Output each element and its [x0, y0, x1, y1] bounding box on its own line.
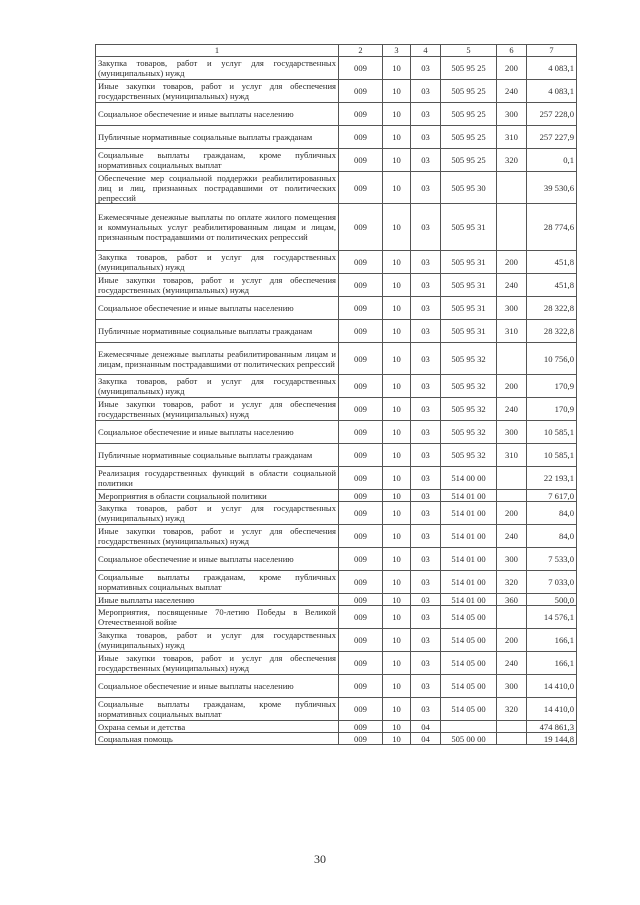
cell-name: Социальные выплаты гражданам, кроме публичных нормативных социальных выплат — [96, 571, 339, 594]
cell-code-5: 514 05 00 — [441, 652, 497, 675]
cell-code-5: 505 95 31 — [441, 297, 497, 320]
cell-code-5: 505 95 32 — [441, 375, 497, 398]
cell-code-2: 009 — [339, 149, 383, 172]
cell-code-3: 10 — [383, 502, 411, 525]
cell-code-2: 009 — [339, 721, 383, 733]
table-row — [96, 675, 577, 698]
cell-code-2: 009 — [339, 733, 383, 745]
cell-code-2: 009 — [339, 343, 383, 375]
cell-code-2: 009 — [339, 594, 383, 606]
cell-name: Закупка товаров, работ и услуг для государственных (муниципальных) нужд — [96, 57, 339, 80]
table-row — [96, 629, 577, 652]
cell-code-2: 009 — [339, 698, 383, 721]
cell-code-2: 009 — [339, 80, 383, 103]
cell-code-4: 03 — [411, 525, 441, 548]
cell-code-2: 009 — [339, 548, 383, 571]
cell-name: Публичные нормативные социальные выплаты гражданам — [96, 444, 339, 467]
cell-amount: 474 861,3 — [527, 721, 577, 733]
table-row — [96, 126, 577, 149]
column-header-7: 7 — [527, 45, 577, 57]
table-row — [96, 721, 577, 733]
cell-code-5: 505 95 25 — [441, 149, 497, 172]
cell-code-4: 03 — [411, 502, 441, 525]
cell-code-6 — [497, 204, 527, 251]
cell-name: Иные закупки товаров, работ и услуг для обеспечения государственных (муниципальных) нужд — [96, 525, 339, 548]
cell-code-4: 03 — [411, 274, 441, 297]
cell-code-5: 505 95 32 — [441, 343, 497, 375]
cell-code-6: 310 — [497, 126, 527, 149]
cell-code-3: 10 — [383, 57, 411, 80]
cell-code-3: 10 — [383, 721, 411, 733]
cell-amount: 166,1 — [527, 629, 577, 652]
cell-code-4: 03 — [411, 149, 441, 172]
cell-code-6: 300 — [497, 297, 527, 320]
cell-code-3: 10 — [383, 548, 411, 571]
table-row — [96, 204, 577, 251]
column-header-6: 6 — [497, 45, 527, 57]
table-row — [96, 594, 577, 606]
cell-code-3: 10 — [383, 571, 411, 594]
cell-amount: 14 410,0 — [527, 675, 577, 698]
cell-code-5: 505 95 30 — [441, 172, 497, 204]
table-row — [96, 343, 577, 375]
cell-code-3: 10 — [383, 103, 411, 126]
cell-code-2: 009 — [339, 629, 383, 652]
cell-code-6 — [497, 172, 527, 204]
cell-amount: 451,8 — [527, 251, 577, 274]
cell-code-5: 514 00 00 — [441, 467, 497, 490]
cell-amount: 4 083,1 — [527, 80, 577, 103]
table-row — [96, 320, 577, 343]
cell-name: Мероприятия в области социальной политики — [96, 490, 339, 502]
cell-code-4: 03 — [411, 80, 441, 103]
cell-code-2: 009 — [339, 467, 383, 490]
cell-name: Закупка товаров, работ и услуг для государственных (муниципальных) нужд — [96, 375, 339, 398]
cell-code-4: 03 — [411, 103, 441, 126]
cell-code-6 — [497, 606, 527, 629]
cell-name: Социальные выплаты гражданам, кроме публичных нормативных социальных выплат — [96, 698, 339, 721]
cell-code-4: 03 — [411, 375, 441, 398]
cell-code-3: 10 — [383, 467, 411, 490]
cell-name: Реализация государственных функций в области социальной политики — [96, 467, 339, 490]
column-header-5: 5 — [441, 45, 497, 57]
cell-code-3: 10 — [383, 149, 411, 172]
cell-amount: 19 144,8 — [527, 733, 577, 745]
cell-code-2: 009 — [339, 490, 383, 502]
cell-code-5: 514 01 00 — [441, 571, 497, 594]
cell-amount: 84,0 — [527, 502, 577, 525]
cell-code-3: 10 — [383, 594, 411, 606]
table-row — [96, 571, 577, 594]
cell-name: Иные закупки товаров, работ и услуг для обеспечения государственных (муниципальных) нужд — [96, 274, 339, 297]
cell-amount: 22 193,1 — [527, 467, 577, 490]
cell-code-5: 505 95 25 — [441, 126, 497, 149]
cell-name: Публичные нормативные социальные выплаты гражданам — [96, 320, 339, 343]
cell-amount: 10 585,1 — [527, 444, 577, 467]
cell-code-2: 009 — [339, 571, 383, 594]
cell-amount: 257 228,0 — [527, 103, 577, 126]
cell-amount: 14 576,1 — [527, 606, 577, 629]
cell-amount: 7 533,0 — [527, 548, 577, 571]
cell-code-2: 009 — [339, 444, 383, 467]
cell-code-2: 009 — [339, 421, 383, 444]
cell-amount: 28 774,6 — [527, 204, 577, 251]
cell-name: Социальное обеспечение и иные выплаты населению — [96, 548, 339, 571]
table-row — [96, 606, 577, 629]
cell-amount: 14 410,0 — [527, 698, 577, 721]
cell-code-5: 514 05 00 — [441, 675, 497, 698]
cell-name: Социальные выплаты гражданам, кроме публичных нормативных социальных выплат — [96, 149, 339, 172]
cell-amount: 7 033,0 — [527, 571, 577, 594]
cell-code-5: 514 01 00 — [441, 490, 497, 502]
cell-code-3: 10 — [383, 398, 411, 421]
table-row — [96, 80, 577, 103]
table-row — [96, 490, 577, 502]
cell-amount: 39 530,6 — [527, 172, 577, 204]
cell-code-4: 03 — [411, 467, 441, 490]
cell-name: Иные выплаты населению — [96, 594, 339, 606]
cell-code-4: 03 — [411, 57, 441, 80]
table-row — [96, 733, 577, 745]
cell-amount: 28 322,8 — [527, 320, 577, 343]
table-row — [96, 57, 577, 80]
cell-code-5: 514 05 00 — [441, 698, 497, 721]
cell-code-3: 10 — [383, 343, 411, 375]
cell-code-5: 505 95 32 — [441, 444, 497, 467]
cell-code-5: 505 95 32 — [441, 398, 497, 421]
cell-code-2: 009 — [339, 57, 383, 80]
cell-code-6: 240 — [497, 398, 527, 421]
cell-code-6 — [497, 733, 527, 745]
cell-code-4: 03 — [411, 343, 441, 375]
cell-amount: 10 756,0 — [527, 343, 577, 375]
cell-code-4: 03 — [411, 698, 441, 721]
cell-code-4: 04 — [411, 733, 441, 745]
cell-code-6 — [497, 721, 527, 733]
cell-code-5: 505 95 25 — [441, 80, 497, 103]
cell-name: Социальная помощь — [96, 733, 339, 745]
cell-code-6: 320 — [497, 698, 527, 721]
table-row — [96, 652, 577, 675]
cell-amount: 451,8 — [527, 274, 577, 297]
cell-code-5: 505 95 31 — [441, 320, 497, 343]
cell-code-6: 320 — [497, 571, 527, 594]
cell-amount: 10 585,1 — [527, 421, 577, 444]
cell-code-4: 03 — [411, 320, 441, 343]
cell-name: Социальное обеспечение и иные выплаты населению — [96, 421, 339, 444]
cell-amount: 500,0 — [527, 594, 577, 606]
cell-name: Иные закупки товаров, работ и услуг для обеспечения государственных (муниципальных) нужд — [96, 80, 339, 103]
cell-code-2: 009 — [339, 675, 383, 698]
column-header-1: 1 — [96, 45, 339, 57]
cell-name: Иные закупки товаров, работ и услуг для обеспечения государственных (муниципальных) нужд — [96, 398, 339, 421]
table-row — [96, 502, 577, 525]
cell-amount: 84,0 — [527, 525, 577, 548]
cell-code-4: 03 — [411, 571, 441, 594]
cell-code-4: 03 — [411, 444, 441, 467]
cell-code-4: 03 — [411, 126, 441, 149]
table-row — [96, 398, 577, 421]
cell-amount: 166,1 — [527, 652, 577, 675]
cell-name: Закупка товаров, работ и услуг для государственных (муниципальных) нужд — [96, 251, 339, 274]
cell-code-3: 10 — [383, 606, 411, 629]
cell-code-6: 300 — [497, 103, 527, 126]
budget-table-sheet — [95, 44, 576, 745]
cell-code-6: 240 — [497, 274, 527, 297]
cell-code-6: 240 — [497, 525, 527, 548]
cell-code-5: 514 01 00 — [441, 594, 497, 606]
cell-code-3: 10 — [383, 525, 411, 548]
cell-code-4: 03 — [411, 172, 441, 204]
cell-code-6: 320 — [497, 149, 527, 172]
cell-code-6 — [497, 467, 527, 490]
cell-code-5: 505 95 31 — [441, 274, 497, 297]
cell-code-3: 10 — [383, 297, 411, 320]
cell-code-5: 514 05 00 — [441, 606, 497, 629]
cell-code-3: 10 — [383, 274, 411, 297]
table-row — [96, 149, 577, 172]
cell-code-4: 03 — [411, 490, 441, 502]
cell-code-4: 03 — [411, 398, 441, 421]
cell-amount: 170,9 — [527, 398, 577, 421]
cell-name: Социальное обеспечение и иные выплаты населению — [96, 297, 339, 320]
cell-name: Ежемесячные денежные выплаты реабилитированным лицам и лицам, признанным пострадавшими от политических репрессий — [96, 343, 339, 375]
table-row — [96, 274, 577, 297]
cell-code-4: 03 — [411, 675, 441, 698]
cell-code-2: 009 — [339, 274, 383, 297]
table-row — [96, 103, 577, 126]
column-header-3: 3 — [383, 45, 411, 57]
cell-code-4: 04 — [411, 721, 441, 733]
table-row — [96, 421, 577, 444]
budget-table — [95, 44, 577, 745]
column-header-2: 2 — [339, 45, 383, 57]
cell-name: Социальное обеспечение и иные выплаты населению — [96, 103, 339, 126]
cell-code-3: 10 — [383, 204, 411, 251]
cell-code-2: 009 — [339, 652, 383, 675]
cell-amount: 0,1 — [527, 149, 577, 172]
cell-code-3: 10 — [383, 80, 411, 103]
cell-name: Иные закупки товаров, работ и услуг для обеспечения государственных (муниципальных) нужд — [96, 652, 339, 675]
table-row — [96, 375, 577, 398]
cell-code-4: 03 — [411, 548, 441, 571]
cell-name: Закупка товаров, работ и услуг для государственных (муниципальных) нужд — [96, 502, 339, 525]
cell-code-6: 310 — [497, 320, 527, 343]
cell-code-3: 10 — [383, 421, 411, 444]
cell-code-6: 200 — [497, 375, 527, 398]
cell-code-6 — [497, 343, 527, 375]
cell-code-5: 514 01 00 — [441, 502, 497, 525]
cell-code-3: 10 — [383, 675, 411, 698]
cell-code-5: 505 95 31 — [441, 251, 497, 274]
table-row — [96, 172, 577, 204]
cell-code-6: 200 — [497, 629, 527, 652]
cell-code-4: 03 — [411, 629, 441, 652]
cell-code-5: 514 05 00 — [441, 629, 497, 652]
cell-code-2: 009 — [339, 398, 383, 421]
table-row — [96, 698, 577, 721]
cell-code-6 — [497, 490, 527, 502]
cell-code-4: 03 — [411, 594, 441, 606]
cell-code-3: 10 — [383, 629, 411, 652]
cell-code-3: 10 — [383, 444, 411, 467]
column-header-4: 4 — [411, 45, 441, 57]
cell-name: Закупка товаров, работ и услуг для государственных (муниципальных) нужд — [96, 629, 339, 652]
cell-amount: 170,9 — [527, 375, 577, 398]
cell-code-3: 10 — [383, 375, 411, 398]
cell-code-4: 03 — [411, 297, 441, 320]
cell-code-2: 009 — [339, 525, 383, 548]
cell-code-5: 505 00 00 — [441, 733, 497, 745]
cell-name: Ежемесячные денежные выплаты по оплате жилого помещения и коммунальных услуг реабилитированным лицам и лицам, признанным пострадавшими от политических репрессий — [96, 204, 339, 251]
cell-code-3: 10 — [383, 490, 411, 502]
cell-code-2: 009 — [339, 502, 383, 525]
table-row — [96, 444, 577, 467]
cell-name: Публичные нормативные социальные выплаты гражданам — [96, 126, 339, 149]
cell-code-4: 03 — [411, 421, 441, 444]
cell-code-2: 009 — [339, 172, 383, 204]
cell-code-2: 009 — [339, 297, 383, 320]
cell-code-6: 300 — [497, 421, 527, 444]
cell-code-2: 009 — [339, 251, 383, 274]
header-row — [96, 45, 577, 57]
cell-code-2: 009 — [339, 375, 383, 398]
table-row — [96, 297, 577, 320]
cell-code-2: 009 — [339, 103, 383, 126]
cell-code-6: 200 — [497, 502, 527, 525]
cell-code-6: 310 — [497, 444, 527, 467]
cell-code-5: 514 01 00 — [441, 525, 497, 548]
cell-code-3: 10 — [383, 652, 411, 675]
cell-code-4: 03 — [411, 606, 441, 629]
cell-code-5 — [441, 721, 497, 733]
cell-code-6: 200 — [497, 251, 527, 274]
cell-code-2: 009 — [339, 204, 383, 251]
cell-code-6: 240 — [497, 80, 527, 103]
table-row — [96, 467, 577, 490]
cell-amount: 4 083,1 — [527, 57, 577, 80]
cell-amount: 28 322,8 — [527, 297, 577, 320]
cell-code-3: 10 — [383, 698, 411, 721]
cell-code-6: 300 — [497, 675, 527, 698]
cell-code-2: 009 — [339, 320, 383, 343]
table-row — [96, 548, 577, 571]
cell-code-6: 240 — [497, 652, 527, 675]
cell-code-6: 360 — [497, 594, 527, 606]
cell-amount: 257 227,9 — [527, 126, 577, 149]
cell-code-5: 505 95 32 — [441, 421, 497, 444]
cell-code-4: 03 — [411, 251, 441, 274]
cell-name: Мероприятия, посвященные 70-летию Победы в Великой Отечественной войне — [96, 606, 339, 629]
cell-amount: 7 617,0 — [527, 490, 577, 502]
cell-code-6: 300 — [497, 548, 527, 571]
table-body — [96, 57, 577, 745]
cell-name: Обеспечение мер социальной поддержки реабилитированных лиц и лиц, признанных пострадавшими от политических репрессий — [96, 172, 339, 204]
cell-code-5: 514 01 00 — [441, 548, 497, 571]
cell-code-3: 10 — [383, 172, 411, 204]
cell-code-3: 10 — [383, 126, 411, 149]
cell-code-3: 10 — [383, 733, 411, 745]
cell-code-3: 10 — [383, 320, 411, 343]
page-number: 30 — [314, 852, 326, 866]
cell-code-4: 03 — [411, 652, 441, 675]
cell-code-5: 505 95 25 — [441, 103, 497, 126]
table-row — [96, 251, 577, 274]
cell-code-5: 505 95 25 — [441, 57, 497, 80]
cell-code-2: 009 — [339, 606, 383, 629]
cell-code-6: 200 — [497, 57, 527, 80]
cell-code-3: 10 — [383, 251, 411, 274]
cell-name: Охрана семьи и детства — [96, 721, 339, 733]
cell-code-5: 505 95 31 — [441, 204, 497, 251]
cell-code-4: 03 — [411, 204, 441, 251]
cell-name: Социальное обеспечение и иные выплаты населению — [96, 675, 339, 698]
cell-code-2: 009 — [339, 126, 383, 149]
table-row — [96, 525, 577, 548]
